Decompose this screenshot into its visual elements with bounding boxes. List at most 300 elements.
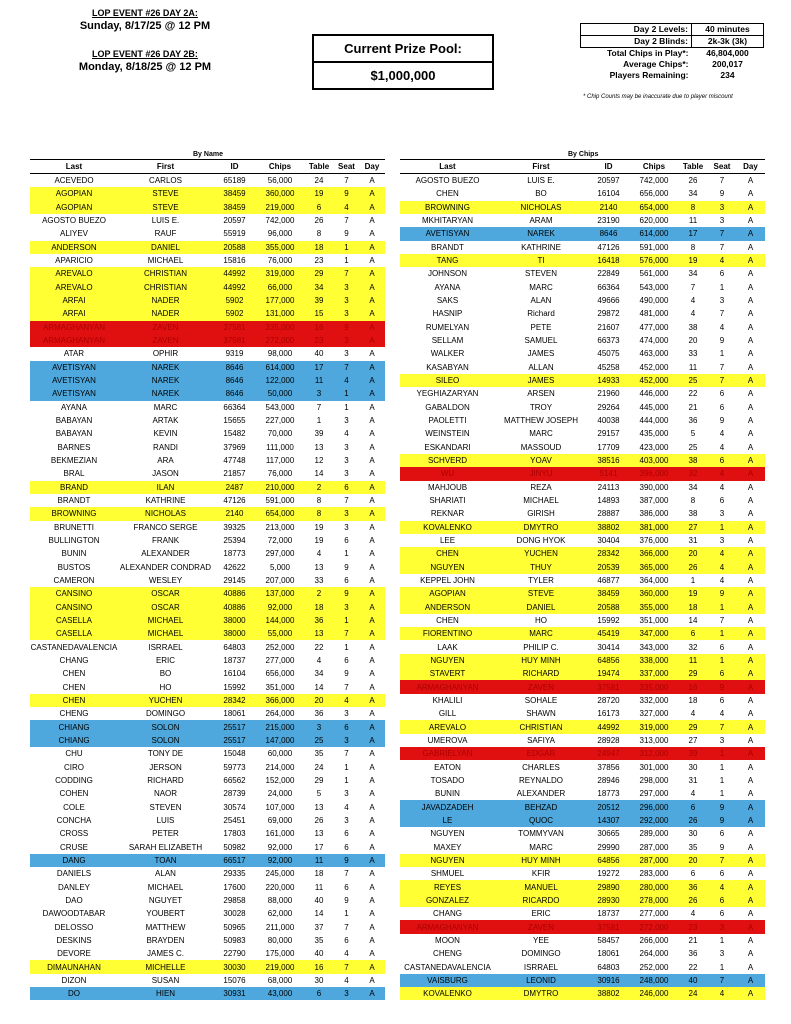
last-name-cell: COHEN <box>59 789 89 799</box>
first-name-cell: NAREK <box>118 374 213 387</box>
table-number-cell: 30 <box>688 829 698 839</box>
day-cell: A <box>747 909 754 919</box>
day-cell: A <box>747 536 754 546</box>
day-cell: A <box>736 254 765 267</box>
stat-value: 200,017 <box>712 59 743 69</box>
last-name-cell: SHMUEL <box>430 869 465 879</box>
chip-count-cell: 355,000 <box>256 241 304 254</box>
last-name-cell: DANLEY <box>57 882 90 892</box>
table-row <box>30 614 385 627</box>
stat-value: 234 <box>720 70 735 80</box>
day-cell: A <box>747 496 754 506</box>
table-number-cell: 11 <box>304 374 334 387</box>
day-cell: A <box>747 775 754 785</box>
day-cell: A <box>359 481 385 494</box>
player-id-cell: 66517 <box>213 854 256 867</box>
player-id-cell: 22849 <box>597 269 620 279</box>
first-name-cell: TOMMYVAN <box>518 829 564 839</box>
chip-count-cell: 252,000 <box>639 962 669 972</box>
player-id-cell: 29145 <box>223 576 246 585</box>
day-cell: A <box>369 469 375 479</box>
seat-number-cell: 3 <box>334 507 359 520</box>
last-name-cell: BUNIN <box>61 549 87 559</box>
day-cell: A <box>359 187 385 200</box>
day-cell: A <box>369 935 375 945</box>
player-id-cell: 28342 <box>587 547 630 560</box>
seat-number-cell: 6 <box>708 894 736 907</box>
player-id-cell: 44992 <box>213 267 256 280</box>
player-id-cell: 21960 <box>597 389 620 399</box>
first-name-cell: OSCAR <box>118 601 213 614</box>
first-name-cell: WESLEY <box>148 576 183 585</box>
seat-number-cell: 3 <box>344 815 349 825</box>
first-name-cell: ALEXANDER <box>141 549 190 559</box>
table-number-cell: 36 <box>314 709 324 719</box>
table-number-cell: 1 <box>316 416 322 426</box>
table-row <box>30 254 385 267</box>
player-id-cell: 47748 <box>223 456 246 466</box>
col-chips: Chips <box>256 160 304 174</box>
last-name-cell: CHEN <box>62 669 86 679</box>
last-name-cell: GILL <box>438 709 457 719</box>
chip-count-cell: 252,000 <box>265 642 295 652</box>
table-row <box>400 534 765 547</box>
first-name-cell: LUIS E. <box>151 216 180 226</box>
last-name-cell: REKNAR <box>430 509 465 519</box>
first-name-cell: CHRISTIAN <box>118 281 213 294</box>
first-name-cell: NICHOLAS <box>495 201 587 214</box>
player-id-cell: 18773 <box>223 549 246 559</box>
player-id-cell: 30574 <box>223 802 246 812</box>
day-cell: A <box>736 854 765 867</box>
player-id-cell: 65189 <box>223 176 246 186</box>
table-row <box>30 401 385 414</box>
chip-count-cell: 117,000 <box>265 456 295 466</box>
chip-count-cell: 319,000 <box>256 267 304 280</box>
last-name-cell: BRANDT <box>57 496 91 506</box>
seat-number-cell: 3 <box>344 416 349 426</box>
seat-number-cell: 9 <box>344 669 349 679</box>
day-cell: A <box>359 321 385 334</box>
day-cell: A <box>736 654 765 667</box>
table-row <box>30 347 385 360</box>
stat-row <box>581 59 764 70</box>
player-id-cell: 37969 <box>223 442 246 452</box>
table-row <box>30 680 385 693</box>
first-name-cell: MASSOUD <box>520 442 562 452</box>
player-id-cell: 25517 <box>213 720 256 733</box>
player-id-cell: 25394 <box>223 536 246 546</box>
player-id-cell: 29872 <box>597 309 620 319</box>
last-name-cell: CRUSE <box>59 842 88 852</box>
table-number-cell: 25 <box>688 442 698 452</box>
first-name-cell: SOLON <box>118 734 213 747</box>
last-name-cell: MAXEY <box>433 842 462 852</box>
table-number-cell: 13 <box>304 627 334 640</box>
last-name-cell: AGOPIAN <box>30 187 118 200</box>
table-row <box>400 454 765 467</box>
player-id-cell: 64856 <box>587 854 630 867</box>
player-id-cell: 28720 <box>597 695 620 705</box>
player-id-cell: 15992 <box>597 615 620 625</box>
chip-count-cell: 620,000 <box>639 216 669 226</box>
last-name-cell: KASABYAN <box>426 362 469 372</box>
last-name-cell: AREVALO <box>30 281 118 294</box>
table-number-cell: 32 <box>688 642 698 652</box>
first-name-cell: ZAVEN <box>495 920 587 933</box>
chip-count-cell: 88,000 <box>267 895 293 905</box>
first-name-cell: SUSAN <box>151 975 180 985</box>
chip-count-cell: 335,000 <box>256 321 304 334</box>
table-number-cell: 13 <box>314 442 324 452</box>
stat-label: Total Chips in Play*: <box>606 48 689 58</box>
seat-number-cell: 1 <box>708 521 736 534</box>
player-id-cell: 50982 <box>223 842 246 852</box>
seat-number-cell: 1 <box>708 747 736 760</box>
first-name-cell: YUCHEN <box>495 547 587 560</box>
table-row <box>400 587 765 600</box>
player-id-cell: 29890 <box>587 880 630 893</box>
seat-number-cell: 6 <box>719 829 725 839</box>
player-id-cell: 15992 <box>223 682 246 692</box>
seat-number-cell: 7 <box>334 960 359 973</box>
day-cell: A <box>736 747 765 760</box>
chip-count-cell: 219,000 <box>256 960 304 973</box>
first-name-cell: MICHELLE <box>118 960 213 973</box>
table-row <box>400 760 765 773</box>
player-id-cell: 16418 <box>587 254 630 267</box>
seat-number-cell: 7 <box>708 854 736 867</box>
by-chips-table <box>400 159 765 1000</box>
table-row <box>30 174 385 188</box>
chip-count-cell: 444,000 <box>639 416 669 426</box>
first-name-cell: ERIC <box>531 909 551 919</box>
seat-number-cell: 1 <box>719 762 725 772</box>
table-row <box>400 654 765 667</box>
first-name-cell: SOLON <box>118 720 213 733</box>
last-name-cell: CAMERON <box>53 576 95 585</box>
stat-value: 46,804,000 <box>706 48 749 58</box>
table-number-cell: 26 <box>314 815 324 825</box>
seat-number-cell: 9 <box>334 587 359 600</box>
table-row <box>400 601 765 614</box>
first-name-cell: YUCHEN <box>118 694 213 707</box>
last-name-cell: SAKS <box>436 296 459 306</box>
col-chips: Chips <box>630 160 678 174</box>
table-number-cell: 36 <box>688 416 698 426</box>
player-id-cell: 8646 <box>213 361 256 374</box>
event-a-title: LOP EVENT #26 DAY 2A: <box>92 8 198 18</box>
seat-number-cell: 1 <box>708 654 736 667</box>
first-name-cell: PHILIP C. <box>523 642 559 652</box>
last-name-cell: BUNIN <box>435 789 460 799</box>
last-name-cell: AVETISYAN <box>30 374 118 387</box>
seat-number-cell: 1 <box>719 282 725 292</box>
chip-count-cell: 207,000 <box>265 576 295 585</box>
last-name-cell: FIORENTINO <box>400 627 495 640</box>
player-id-cell: 45075 <box>597 349 620 359</box>
player-id-cell: 40886 <box>213 587 256 600</box>
last-name-cell: SHARIATI <box>429 496 466 506</box>
first-name-cell: HO <box>159 682 172 692</box>
table-row <box>30 587 385 600</box>
day-cell: A <box>736 894 765 907</box>
last-name-cell: APARICIO <box>55 256 93 266</box>
last-name-cell: ALIYEV <box>59 229 88 239</box>
table-number-cell: 26 <box>678 561 708 574</box>
day-cell: A <box>359 281 385 294</box>
table-number-cell: 2 <box>304 481 334 494</box>
first-name-cell: YOUBERT <box>146 909 185 919</box>
player-id-cell: 37581 <box>587 680 630 693</box>
header-row <box>400 160 765 174</box>
player-id-cell: 38459 <box>213 201 256 214</box>
day-cell: A <box>359 267 385 280</box>
day-cell: A <box>736 561 765 574</box>
player-id-cell: 64803 <box>223 642 246 652</box>
day-cell: A <box>736 974 765 987</box>
last-name-cell: CHANG <box>59 655 89 665</box>
table-row <box>400 920 765 933</box>
table-row <box>30 960 385 973</box>
table-number-cell: 3 <box>304 387 334 400</box>
seat-number-cell: 7 <box>708 374 736 387</box>
player-id-cell: 47126 <box>597 242 620 252</box>
by-name-title: By Name <box>193 151 223 158</box>
chip-count-cell: 287,000 <box>630 854 678 867</box>
table-number-cell: 5 <box>316 789 322 799</box>
table-row <box>30 947 385 960</box>
chip-count-cell: 351,000 <box>265 682 295 692</box>
seat-number-cell: 9 <box>344 229 349 239</box>
table-row <box>30 974 385 987</box>
seat-number-cell: 6 <box>719 389 725 399</box>
first-name-cell: RICHARD <box>495 667 587 680</box>
day-cell: A <box>736 521 765 534</box>
table-number-cell: 40 <box>314 895 324 905</box>
seat-number-cell: 6 <box>344 536 349 546</box>
seat-number-cell: 3 <box>344 442 349 452</box>
chip-count-cell: 215,000 <box>256 720 304 733</box>
last-name-cell: KEPPEL JOHN <box>420 576 475 585</box>
prize-pool-box <box>312 34 494 90</box>
first-name-cell: HUY MINH <box>495 854 587 867</box>
player-id-cell: 9319 <box>225 349 244 359</box>
seat-number-cell: 3 <box>344 789 349 799</box>
seat-number-cell: 1 <box>344 256 349 266</box>
last-name-cell: BEKMEZIAN <box>50 456 98 466</box>
player-id-cell: 29335 <box>223 869 246 879</box>
table-row <box>30 321 385 334</box>
last-name-cell: DESKINS <box>56 935 92 945</box>
table-number-cell: 18 <box>314 869 324 879</box>
last-name-cell: BUSTOS <box>57 562 91 572</box>
table-number-cell: 8 <box>690 242 696 252</box>
table-number-cell: 33 <box>688 349 698 359</box>
last-name-cell: NGUYEN <box>430 829 465 839</box>
table-row <box>400 614 765 627</box>
seat-number-cell: 9 <box>708 800 736 813</box>
event-b-title: LOP EVENT #26 DAY 2B: <box>92 49 198 59</box>
table-number-cell: 34 <box>688 482 698 492</box>
last-name-cell: LE <box>400 814 495 827</box>
first-name-cell: BEHZAD <box>495 800 587 813</box>
day-cell: A <box>736 987 765 1000</box>
seat-number-cell: 1 <box>344 402 349 412</box>
table-row <box>400 814 765 827</box>
player-id-cell: 49666 <box>597 296 620 306</box>
table-number-cell: 34 <box>314 669 324 679</box>
seat-number-cell: 4 <box>708 880 736 893</box>
player-id-cell: 23190 <box>597 216 620 226</box>
seat-number-cell: 3 <box>708 920 736 933</box>
table-row <box>30 654 385 667</box>
chip-count-cell: 381,000 <box>630 521 678 534</box>
table-row <box>30 800 385 813</box>
seat-number-cell: 1 <box>344 762 349 772</box>
col-first: First <box>118 160 213 174</box>
table-number-cell: 26 <box>314 216 324 226</box>
chip-count-cell: 266,000 <box>639 935 669 945</box>
chip-count-cell: 287,000 <box>639 842 669 852</box>
seat-number-cell: 7 <box>719 309 725 319</box>
table-row <box>30 787 385 800</box>
player-id-cell: 28739 <box>223 789 246 799</box>
table-row <box>30 374 385 387</box>
col-id: ID <box>213 160 256 174</box>
seat-number-cell: 3 <box>334 294 359 307</box>
day-cell: A <box>369 416 375 426</box>
player-id-cell: 64803 <box>597 962 620 972</box>
chip-count-cell: 591,000 <box>639 242 669 252</box>
chip-count-cell: 68,000 <box>267 975 293 985</box>
table-number-cell: 24 <box>314 762 324 772</box>
first-name-cell: DMYTRO <box>495 521 587 534</box>
first-name-cell: KATHRINE <box>145 496 186 506</box>
seat-number-cell: 3 <box>334 601 359 614</box>
player-id-cell: 30030 <box>213 960 256 973</box>
table-row <box>400 680 765 693</box>
stat-value: 40 minutes <box>692 24 764 36</box>
chip-count-cell: 278,000 <box>630 894 678 907</box>
col-seat: Seat <box>334 160 359 174</box>
chip-count-cell: 272,000 <box>630 920 678 933</box>
seat-number-cell: 9 <box>708 587 736 600</box>
first-name-cell: REZA <box>530 482 552 492</box>
table-number-cell: 19 <box>678 587 708 600</box>
player-id-cell: 21857 <box>223 469 246 479</box>
table-row <box>30 601 385 614</box>
seat-number-cell: 7 <box>708 227 736 240</box>
first-name-cell: TOAN <box>118 854 213 867</box>
chip-count-cell: 152,000 <box>265 775 295 785</box>
seat-number-cell: 3 <box>344 469 349 479</box>
seat-number-cell: 1 <box>334 387 359 400</box>
last-name-cell: CASELLA <box>30 614 118 627</box>
player-id-cell: 15816 <box>223 256 246 266</box>
player-id-cell: 17600 <box>223 882 246 892</box>
table-number-cell: 25 <box>678 374 708 387</box>
last-name-cell: CASELLA <box>30 627 118 640</box>
day-cell: A <box>747 709 754 719</box>
seat-number-cell: 9 <box>719 189 725 199</box>
day-cell: A <box>747 416 754 426</box>
last-name-cell: CANSINO <box>30 601 118 614</box>
table-row <box>30 307 385 320</box>
table-number-cell: 34 <box>688 189 698 199</box>
day-cell: A <box>747 189 754 199</box>
table-number-cell: 21 <box>688 935 698 945</box>
table-row <box>30 987 385 1000</box>
table-row <box>400 720 765 733</box>
last-name-cell: CASTANEDAVALENCIA <box>30 642 118 652</box>
day-cell: A <box>369 762 375 772</box>
day-cell: A <box>747 735 754 745</box>
table-row <box>30 814 385 827</box>
table-row <box>400 214 765 227</box>
first-name-cell: NADER <box>118 307 213 320</box>
table-number-cell: 8 <box>690 496 696 506</box>
day-cell: A <box>359 587 385 600</box>
table-row <box>30 574 385 587</box>
player-id-cell: 38802 <box>587 987 630 1000</box>
table-number-cell: 8 <box>316 496 322 506</box>
last-name-cell: JAVADZADEH <box>400 800 495 813</box>
seat-number-cell: 7 <box>334 361 359 374</box>
last-name-cell: CHIANG <box>30 734 118 747</box>
last-name-cell: CIRO <box>64 762 84 772</box>
table-row <box>30 521 385 534</box>
chip-count-cell: 656,000 <box>265 669 295 679</box>
first-name-cell: EDGAR <box>495 747 587 760</box>
player-id-cell: 30404 <box>597 536 620 546</box>
table-number-cell: 21 <box>688 402 698 412</box>
prize-pool-value: $1,000,000 <box>370 68 436 83</box>
seat-number-cell: 6 <box>344 829 349 839</box>
player-id-cell: 15048 <box>223 749 246 759</box>
table-number-cell: 6 <box>678 627 708 640</box>
day-cell: A <box>369 349 375 359</box>
table-number-cell: 18 <box>678 601 708 614</box>
seat-number-cell: 7 <box>334 267 359 280</box>
first-name-cell: MATTHEW <box>145 922 186 932</box>
chip-count-cell: 656,000 <box>639 189 669 199</box>
seat-number-cell: 4 <box>719 322 725 332</box>
chip-count-cell: 213,000 <box>265 522 295 532</box>
table-row <box>30 867 385 880</box>
first-name-cell: MANUEL <box>495 880 587 893</box>
first-name-cell: CHARLES <box>522 762 560 772</box>
table-row <box>400 667 765 680</box>
chip-count-cell: 107,000 <box>265 802 295 812</box>
table-row <box>400 361 765 374</box>
col-day: Day <box>736 160 765 174</box>
table-number-cell: 23 <box>304 334 334 347</box>
last-name-cell: CHANG <box>433 909 462 919</box>
last-name-cell: KOVALENKO <box>400 521 495 534</box>
table-row <box>400 494 765 507</box>
table-row <box>30 934 385 947</box>
player-id-cell: 37581 <box>213 334 256 347</box>
chip-count-cell: 490,000 <box>639 296 669 306</box>
player-id-cell: 40038 <box>597 416 620 426</box>
first-name-cell: TONY DE <box>147 749 184 759</box>
last-name-cell: AREVALO <box>30 267 118 280</box>
last-name-cell: COLE <box>63 802 85 812</box>
table-number-cell: 27 <box>678 521 708 534</box>
table-number-cell: 14 <box>314 469 324 479</box>
player-id-cell: 5902 <box>213 294 256 307</box>
